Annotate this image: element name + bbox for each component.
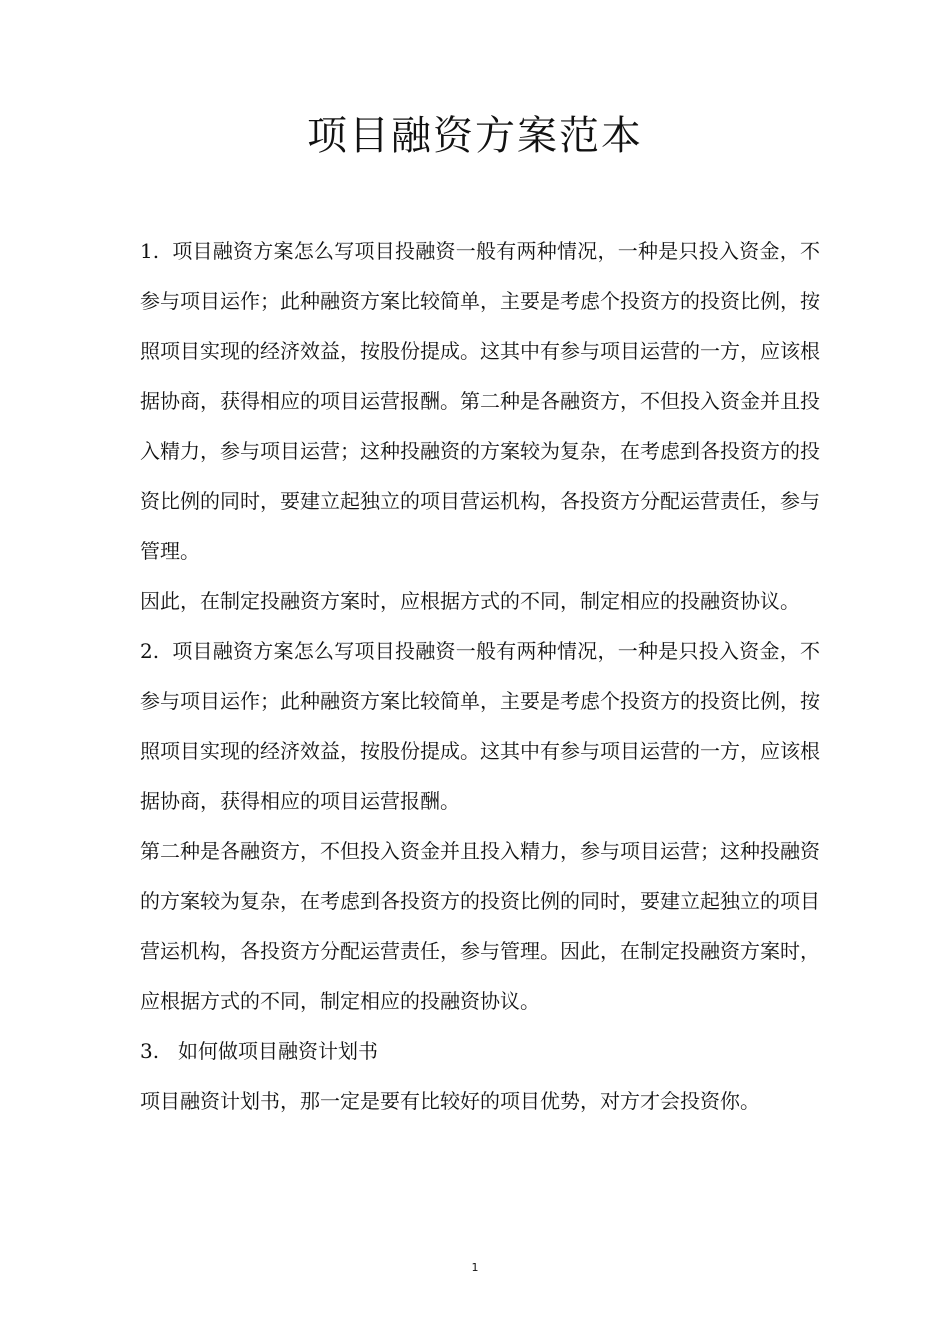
document-body (140, 226, 820, 1126)
section-1-number: 1. (140, 239, 160, 263)
section-2-number: 2. (140, 639, 160, 663)
section-3-heading-text: 如何做项目融资计划书 (178, 1039, 378, 1063)
section-2-lead (140, 626, 820, 826)
page-number: 1 (471, 1261, 479, 1274)
section-3-heading (140, 1026, 820, 1076)
section-1-lead-text: 项目融资方案怎么写项目投融资一般有两种情况，一种是只投入资金，不参与项目运作；此种融资方案比较简单，主要是考虑个投资方的投资比例，按照项目实现的经济效益，按股份提成。这其中有参与项目运营的一方，应该根据协商，获得相应的项目运营报酬。第二种是各融资方，不但投入资金并且投入精力，参与项目运营；这种投融资的方案较为复杂，在考虑到各投资方的投资比例的同时，要建立起独立的项目营运机构，各投资方分配运营责任，参与管理。 (140, 239, 821, 563)
section-1-lead (140, 226, 820, 576)
section-2-paragraph: 第二种是各融资方，不但投入资金并且投入精力，参与项目运营；这种投融资的方案较为复杂，在考虑到各投资方的投资比例的同时，要建立起独立的项目营运机构，各投资方分配运营责任，参与管理。因此，在制定投融资方案时，应根据方式的不同，制定相应的投融资协议。 (140, 839, 820, 1013)
section-3-number: 3. (140, 1039, 160, 1063)
section-2-lead-text: 项目融资方案怎么写项目投融资一般有两种情况，一种是只投入资金，不参与项目运作；此种融资方案比较简单，主要是考虑个投资方的投资比例，按照项目实现的经济效益，按股份提成。这其中有参与项目运营的一方，应该根据协商，获得相应的项目运营报酬。 (140, 639, 821, 813)
document-title: 项目融资方案范本 (307, 113, 643, 159)
section-1-paragraph: 因此，在制定投融资方案时，应根据方式的不同，制定相应的投融资协议。 (140, 589, 800, 613)
section-3-paragraph: 项目融资计划书，那一定是要有比较好的项目优势，对方才会投资你。 (140, 1089, 760, 1113)
